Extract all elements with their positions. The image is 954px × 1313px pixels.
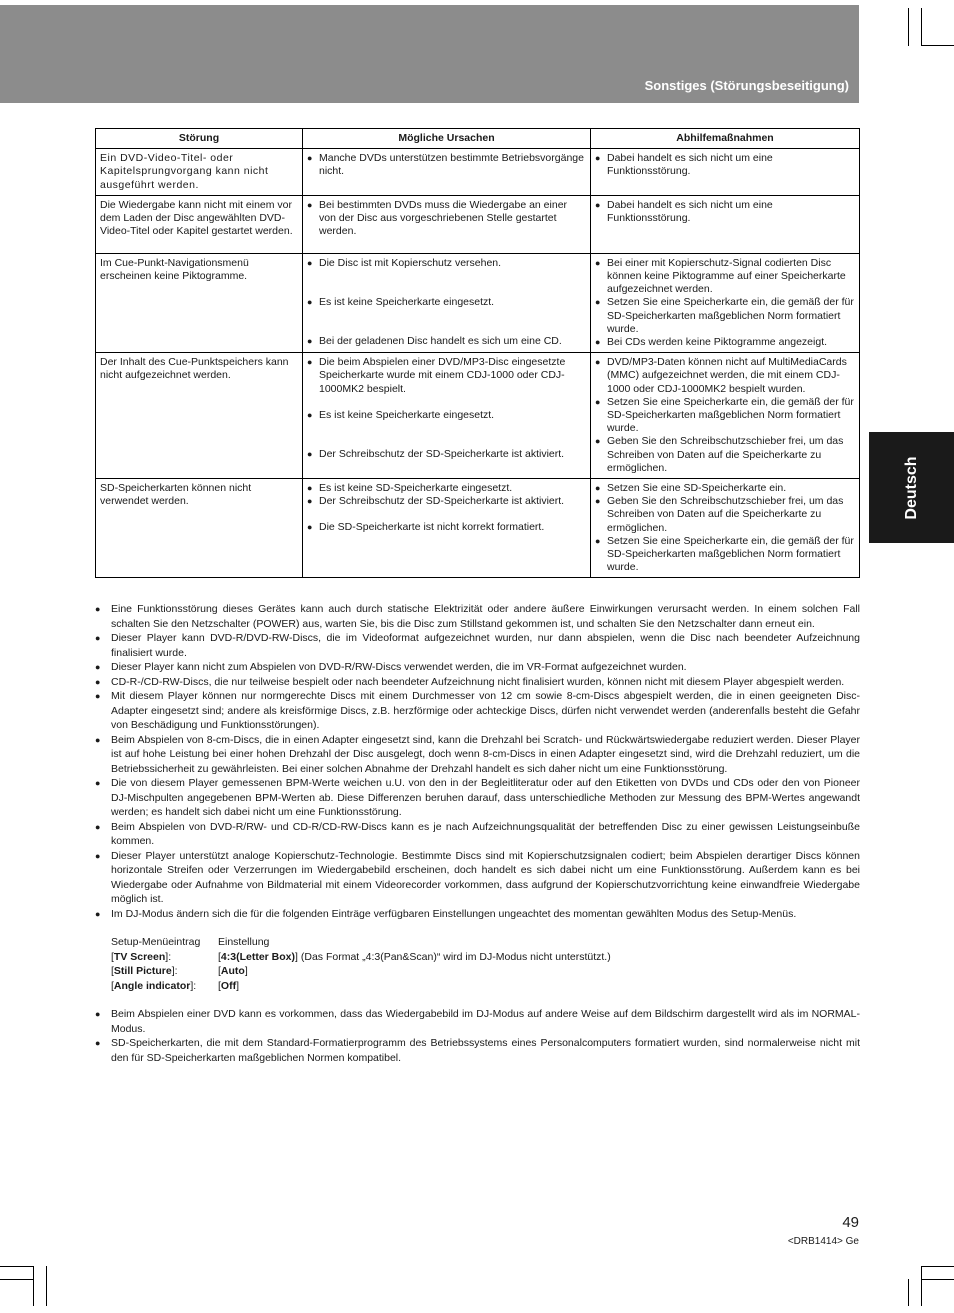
- document-code: <DRB1414> Ge: [787, 1236, 859, 1247]
- cause-item: ● Bei der geladenen Disc handelt es sich um eine CD.: [307, 335, 586, 348]
- setup-setting-header: Einstellung: [218, 936, 270, 948]
- cause-item: ● Manche DVDs unterstützen bestimmte Betriebsvorgänge nicht.: [307, 152, 586, 178]
- crop-mark: [0, 1266, 33, 1267]
- page-number: 49: [842, 1214, 859, 1231]
- problem-cell: SD-Speicherkarten können nicht verwendet werden.: [96, 479, 303, 578]
- note-item: ● Im DJ-Modus ändern sich die für die folgenden Einträge verfügbaren Einstellungen ungeachtet des momentan gewählten Modus des Setup-Menüs.: [95, 907, 860, 922]
- table-row: [96, 253, 860, 352]
- remedies-cell: [591, 253, 860, 352]
- cause-item: ● Der Schreibschutz der SD-Speicherkarte ist aktiviert.: [307, 448, 586, 461]
- note-item: ● Beim Abspielen von 8-cm-Discs, die in einen Adapter eingesetzt sind, kann die Drehzahl bei Scratch- und Rückwärtswiedergabe reduziert werden. Dieser Player ist auf hohe Leistung bei einer hohen Drehzahl der Disc ausgelegt, doch wenn 8-cm-Discs in einen Adapter eingesetzt sind, wird die Drehzahl reduziert, um die Betriebssicherheit zu gewährleisten. Bei einer solchen Abnahme der Drehzahl handelt es sich daher nicht um eine Funktionsstörung.: [95, 733, 860, 777]
- remedy-item: ● Setzen Sie eine SD-Speicherkarte ein.: [595, 482, 855, 495]
- cause-item: ● Bei bestimmten DVDs muss die Wiedergabe an einer von der Disc aus vorgeschriebenen Stelle gestartet werden.: [307, 199, 586, 239]
- notes-section: [95, 602, 860, 1065]
- remedy-item: ● Setzen Sie eine Speicherkarte ein, die gemäß der für SD-Speicherkarten maßgeblichen Norm formatiert wurde.: [595, 296, 855, 336]
- remedies-cell: [591, 149, 860, 196]
- cause-item: ● Die beim Abspielen einer DVD/MP3-Disc eingesetzte Speicherkarte wurde mit einem CDJ-1000 oder CDJ-1000MK2 bespielt.: [307, 356, 586, 396]
- note-item: ● Dieser Player unterstützt analoge Kopierschutz-Technologie. Bestimmte Discs sind mit Kopierschutzsignalen codiert; beim Abspielen derartiger Discs können horizontale Streifen oder Verzerrungen im Wiedergabebild erscheinen, doch handelt es sich dabei nicht um eine Funktionsstörung. Außerdem kann es bei Wiedergabe oder Aufnahme von Bildmaterial mit einem Videorecorder vorkommen, dass aufgrund der Kopierschutzvorrichtung keine einwandfreie Wiedergabe möglich ist.: [95, 849, 860, 907]
- setup-settings-list: [95, 935, 860, 993]
- setup-setting: [Off]: [218, 979, 240, 992]
- remedy-item: ● Bei CDs werden keine Piktogramme angezeigt.: [595, 336, 855, 349]
- causes-cell: [303, 479, 591, 578]
- remedy-item: ● DVD/MP3-Daten können nicht auf MultiMediaCards (MMC) aufgezeichnet werden, die mit einem CDJ-1000 oder CDJ-1000MK2 bespielt wurden.: [595, 356, 855, 396]
- problem-cell: Der Inhalt des Cue-Punktspeichers kann nicht aufgezeichnet werden.: [96, 353, 303, 479]
- note-item: ● Die von diesem Player gemessenen BPM-Werte weichen u.U. von den in der Begleitliteratur oder auf den Etiketten von DVDs und CDs oder den von Pioneer DJ-Mischpulten angegebenen BPM-Werten ab. Diese Differenzen beruhen darauf, dass unterschiedliche Methoden zur Messung des BPM-Wertes angewandt werden; es handelt sich dabei nicht um eine Funktionsstörung.: [95, 776, 860, 820]
- crop-mark: [46, 1266, 47, 1306]
- remedy-item: ● Dabei handelt es sich nicht um eine Funktionsstörung.: [595, 199, 855, 225]
- table-row: [96, 149, 860, 196]
- cause-item: ● Es ist keine SD-Speicherkarte eingesetzt.: [307, 482, 586, 495]
- crop-mark: [921, 1279, 954, 1280]
- note-item: ● Beim Abspielen von DVD-R/RW- und CD-R/CD-RW-Discs kann es je nach Aufzeichnungsqualität der betreffenden Disc zu einer gewissen Leistungseinbuße kommen.: [95, 820, 860, 849]
- section-title: Sonstiges (Störungsbeseitigung): [644, 78, 849, 93]
- setup-item-name: TV Screen: [113, 950, 166, 963]
- problem-cell: Im Cue-Punkt-Navigationsmenü erscheinen keine Piktogramme.: [96, 253, 303, 352]
- language-tab: [869, 432, 954, 543]
- crop-mark: [921, 1266, 954, 1267]
- problem-cell: Ein DVD-Video-Titel- oder Kapitelsprungvorgang kann nicht ausgeführt werden.: [96, 149, 303, 196]
- cause-item: ● Die SD-Speicherkarte ist nicht korrekt formatiert.: [307, 521, 586, 534]
- table-header-row: [96, 129, 860, 149]
- table-row: [96, 353, 860, 479]
- causes-cell: [303, 253, 591, 352]
- setup-setting: [4:3(Letter Box)] (Das Format „4:3(Pan&Scan)“ wird im DJ-Modus nicht unterstützt.): [218, 950, 611, 963]
- remedy-item: ● Bei einer mit Kopierschutz-Signal codierten Disc können keine Piktogramme auf einer Speicherkarte aufgezeichnet werden.: [595, 257, 855, 297]
- language-tab-label: Deutsch: [902, 455, 920, 520]
- crop-mark: [921, 8, 922, 46]
- setup-setting-value: 4:3(Letter Box): [220, 950, 296, 963]
- cause-item: ● Der Schreibschutz der SD-Speicherkarte ist aktiviert.: [307, 495, 586, 508]
- remedy-item: ● Geben Sie den Schreibschutzschieber frei, um das Schreiben von Daten auf die Speicherkarte zu ermöglichen.: [595, 495, 855, 535]
- table-row: [96, 195, 860, 253]
- cause-item: ● Die Disc ist mit Kopierschutz versehen.: [307, 257, 586, 270]
- note-item: ● SD-Speicherkarten, die mit dem Standard-Formatierprogramm des Betriebssystems eines Personalcomputers formatiert wurden, sind normalerweise nicht mit den für SD-Speicherkarten maßgeblichen Normen kompatibel.: [95, 1036, 860, 1065]
- crop-mark: [921, 1266, 922, 1306]
- remedy-item: ● Geben Sie den Schreibschutzschieber frei, um das Schreiben von Daten auf die Speicherkarte zu ermöglichen.: [595, 435, 855, 475]
- setup-setting: [Auto]: [218, 965, 248, 977]
- problem-cell: Die Wiedergabe kann nicht mit einem vor dem Laden der Disc angewählten DVD-Video-Titel oder Kapitel gestartet werden.: [96, 195, 303, 253]
- note-item: ● Eine Funktionsstörung dieses Gerätes kann auch durch statische Elektrizität oder andere äußere Einwirkungen verursacht werden. In einem solchen Fall schalten Sie den Netzschalter (POWER) aus, warten Sie, bis die Disc zum Stillstand gekommen ist, und schalten Sie den Netzschalter dann erneut ein.: [95, 602, 860, 631]
- setup-header-row: [111, 935, 860, 950]
- setup-row: [111, 950, 860, 965]
- note-item: ● Dieser Player kann nicht zum Abspielen von DVD-R/RW-Discs verwendet werden, die im VR-Format aufgezeichnet wurden.: [95, 660, 860, 675]
- column-header-problem: Störung: [96, 129, 303, 149]
- remedy-item: ● Setzen Sie eine Speicherkarte ein, die gemäß der für SD-Speicherkarten maßgeblichen Norm formatiert wurde.: [595, 396, 855, 436]
- crop-mark: [908, 8, 909, 46]
- setup-item-name: Angle indicator: [113, 979, 191, 992]
- remedies-cell: [591, 195, 860, 253]
- setup-item: [TV Screen]:: [111, 950, 172, 963]
- setup-row: [111, 964, 860, 979]
- setup-item-header: Setup-Menüeintrag: [111, 936, 201, 948]
- causes-cell: [303, 149, 591, 196]
- cause-item: ● Es ist keine Speicherkarte eingesetzt.: [307, 296, 586, 309]
- setup-setting-value: Off: [220, 979, 237, 992]
- causes-cell: [303, 353, 591, 479]
- crop-mark: [33, 1266, 34, 1306]
- note-item: ● CD-R-/CD-RW-Discs, die nur teilweise bespielt oder nach beendeter Aufzeichnung nicht finalisiert wurden, können nicht mit diesem Player abgespielt werden.: [95, 675, 860, 690]
- table-row: [96, 479, 860, 578]
- cause-item: ● Es ist keine Speicherkarte eingesetzt.: [307, 409, 586, 422]
- remedies-cell: [591, 479, 860, 578]
- remedies-cell: [591, 353, 860, 479]
- setup-row: [111, 979, 860, 994]
- setup-remark: (Das Format „4:3(Pan&Scan)“ wird im DJ-Modus nicht unterstützt.): [297, 950, 611, 963]
- troubleshooting-table: [95, 128, 860, 578]
- setup-item: [Angle indicator]:: [111, 979, 197, 992]
- remedy-item: ● Dabei handelt es sich nicht um eine Funktionsstörung.: [595, 152, 855, 178]
- crop-mark: [0, 1279, 33, 1280]
- remedy-item: ● Setzen Sie eine Speicherkarte ein, die gemäß der für SD-Speicherkarten maßgeblichen Norm formatiert wurde.: [595, 535, 855, 575]
- note-item: ● Dieser Player kann DVD-R/DVD-RW-Discs, die im Videoformat aufgezeichnet wurden, nur dann abspielen, wenn die Disc nach beendeter Aufzeichnung finalisiert wurde.: [95, 631, 860, 660]
- header-band: [0, 5, 859, 103]
- causes-cell: [303, 195, 591, 253]
- crop-mark: [908, 1279, 909, 1306]
- crop-mark: [921, 45, 954, 46]
- setup-setting-value: Auto: [220, 965, 245, 977]
- note-item: ● Beim Abspielen einer DVD kann es vorkommen, dass das Wiedergabebild im DJ-Modus auf andere Weise auf dem Bildschirm dargestellt wird als im NORMAL-Modus.: [95, 1007, 860, 1036]
- setup-item-name: Still Picture: [113, 965, 172, 977]
- setup-item: [Still Picture]:: [111, 965, 178, 977]
- note-item: ● Mit diesem Player können nur normgerechte Discs mit einem Durchmesser von 12 cm sowie 8-cm-Discs abgespielt werden, die in einen geeigneten Disc-Adapter eingesetzt sind; andere als kreisförmige Discs, z.B. herzförmige oder achteckige Discs, dürfen nicht verwendet werden (anderenfalls besteht die Gefahr von Beschädigung und Funktionsstörungen).: [95, 689, 860, 733]
- column-header-remedies: Abhilfemaßnahmen: [591, 129, 860, 149]
- column-header-causes: Mögliche Ursachen: [303, 129, 591, 149]
